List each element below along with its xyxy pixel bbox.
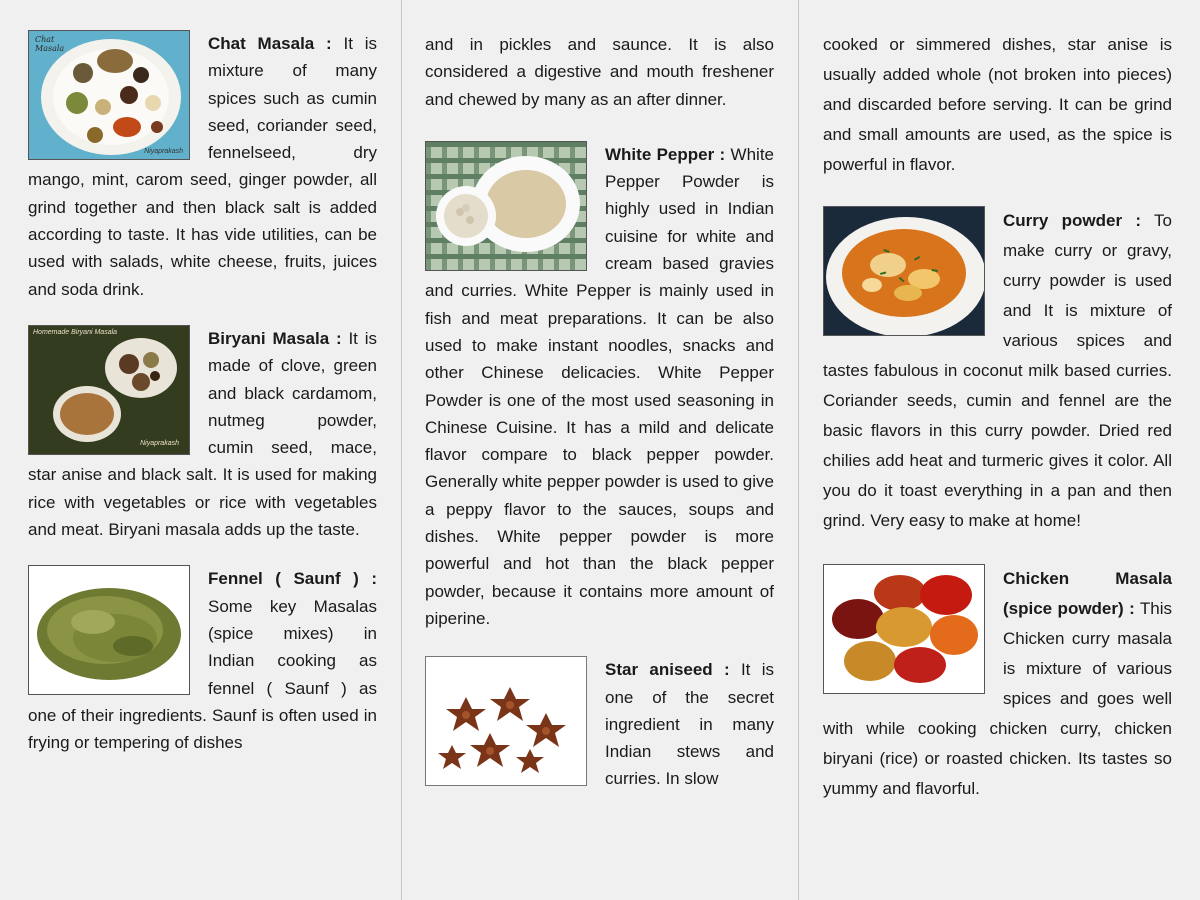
middle-column — [425, 0, 774, 900]
biryani-masala-text: It is made of clove, green and black cardamom, nutmeg powder, cumin seed, mace, star anise and black salt. It is used for making rice with vegetables or rice with vegetables and meat. Biryani masala adds up the taste. — [28, 328, 377, 540]
white-pepper-section — [425, 141, 774, 632]
star-aniseed-heading: Star aniseed : — [605, 660, 730, 680]
biryani-masala-image-watermark: Niyaprakash — [140, 439, 179, 447]
left-column — [28, 0, 377, 900]
star-aniseed-image — [425, 656, 587, 786]
column-divider-1 — [401, 0, 402, 900]
curry-powder-text: To make curry or gravy, curry powder is used and It is mixture of various spices and tastes fabulous in coconut milk based curries. Coriander seeds, cumin and fennel are the basic flavors in this curry powder. Dried red chilies add heat and turmeric gives it color. All you do it toast everything in a pan and then grind. Very easy to make at home! — [823, 211, 1172, 530]
white-pepper-text: White Pepper Powder is highly used in Indian cuisine for white and cream based gravies and curries. White Pepper is mainly used in fish and meat preparations. It can be also used to make instant noodles, snacks and other Chinese delicacies. White Pepper Powder is one of the most used seasoning in Chinese Cuisine. It has a mild and delicate flavor compare to black pepper powder. Generally white pepper powder is used to give a peppy flavor to the sauces, soups and dishes. White pepper powder is more powerful and hot than the black pepper powder, because it contains more amount of piperine. — [425, 144, 774, 628]
biryani-masala-section — [28, 325, 377, 543]
curry-powder-heading: Curry powder : — [1003, 211, 1142, 230]
white-pepper-heading: White Pepper : — [605, 144, 726, 164]
chicken-masala-image — [823, 564, 985, 694]
fennel-text: Some key Masalas (spice mixes) in Indian cooking as fennel ( Saunf ) as one of their ingredients. Saunf is often used in frying or tempering of dishes — [28, 596, 377, 753]
chicken-masala-section — [823, 564, 1172, 804]
chat-masala-text: It is mixture of many spices such as cumin seed, coriander seed, fennelseed, dry mango, mint, carom seed, ginger powder, all grind together and then black salt is added according to taste. It has vide utilities, can be used with salads, white cheese, fruits, juices and soda drink. — [28, 34, 378, 299]
right-column — [823, 0, 1172, 900]
white-pepper-image — [425, 141, 587, 271]
chat-masala-heading: Chat Masala : — [208, 34, 332, 53]
star-aniseed-continued-paragraph: cooked or simmered dishes, star anise is usually added whole (not broken into pieces) and discarded before serving. It can be grind and small amounts are used, as the spice is powerful in flavor. — [823, 35, 1172, 174]
fennel-heading: Fennel ( Saunf ) : — [208, 569, 377, 589]
biryani-masala-image — [28, 325, 190, 455]
fennel-continued-paragraph: and in pickles and saunce. It is also considered a digestive and mouth freshener and chewed by many as an after dinner. — [425, 35, 774, 109]
fennel-image — [28, 565, 190, 695]
biryani-masala-heading: Biryani Masala : — [208, 328, 342, 348]
chat-masala-image-watermark: Niyaprakash — [144, 148, 183, 155]
curry-powder-section — [823, 206, 1172, 536]
star-aniseed-text: It is one of the secret ingredient in many Indian stews and curries. In slow — [605, 660, 774, 789]
fennel-section — [28, 565, 377, 756]
chat-masala-section — [28, 0, 377, 303]
curry-powder-image — [823, 206, 985, 336]
chicken-masala-heading: Chicken Masala (spice powder) : — [1003, 569, 1172, 618]
chat-masala-image — [28, 30, 190, 160]
chicken-masala-text: This Chicken curry masala is mixture of various spices and goes well with while cooking chicken curry, chicken biryani (rice) or roasted chicken. Its tastes so yummy and flavorful. — [823, 599, 1172, 798]
star-aniseed-section — [425, 656, 774, 792]
biryani-masala-image-caption: Homemade Biryani Masala — [33, 328, 118, 336]
column-divider-2 — [798, 0, 799, 900]
chat-masala-image-caption: Chat Masala — [35, 35, 65, 53]
